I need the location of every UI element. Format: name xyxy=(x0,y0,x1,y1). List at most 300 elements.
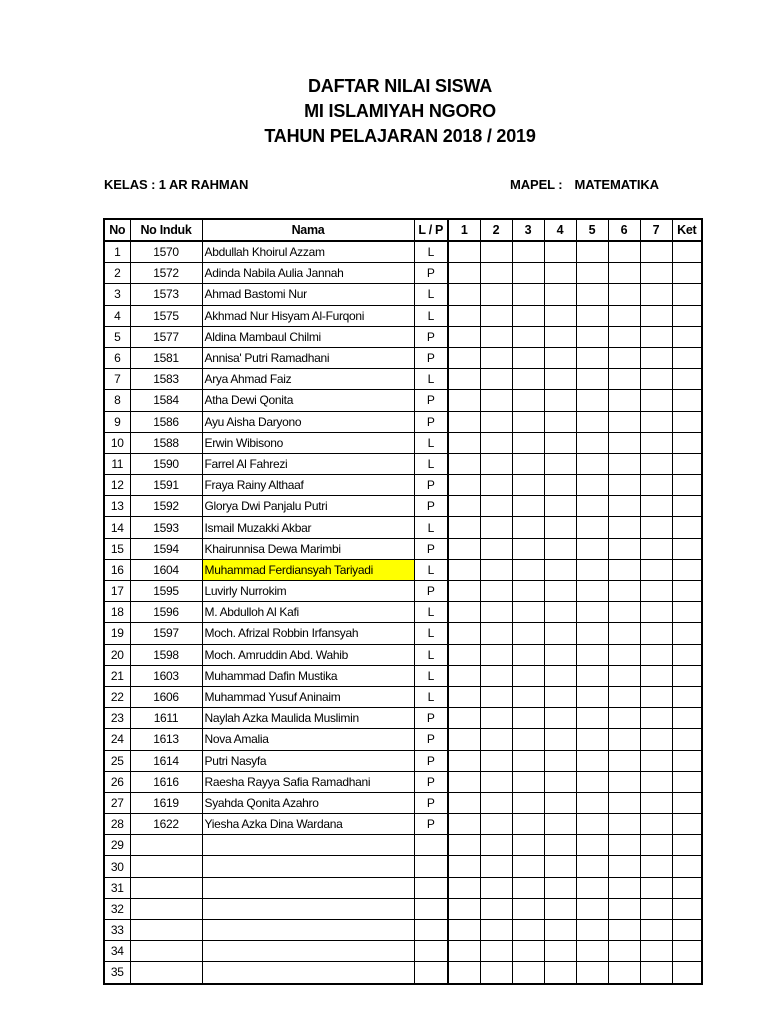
student-name: Raesha Rayya Safia Ramadhani xyxy=(202,771,414,792)
score-cell-5 xyxy=(576,538,608,559)
ket-cell xyxy=(672,475,702,496)
student-name: Syahda Qonita Azahro xyxy=(202,792,414,813)
score-cell-3 xyxy=(512,263,544,284)
score-cell-7 xyxy=(640,729,672,750)
table-row xyxy=(104,920,702,941)
student-name: Putri Nasyfa xyxy=(202,750,414,771)
score-cell-1 xyxy=(448,263,480,284)
gender: P xyxy=(414,538,448,559)
column-header-score-3: 3 xyxy=(512,219,544,241)
score-cell-7 xyxy=(640,877,672,898)
score-cell-7 xyxy=(640,623,672,644)
score-cell-3 xyxy=(512,326,544,347)
student-name: Adinda Nabila Aulia Jannah xyxy=(202,263,414,284)
score-cell-7 xyxy=(640,411,672,432)
row-number: 35 xyxy=(104,962,130,984)
row-number: 22 xyxy=(104,686,130,707)
score-cell-6 xyxy=(608,856,640,877)
score-cell-3 xyxy=(512,708,544,729)
score-cell-7 xyxy=(640,962,672,984)
score-cell-4 xyxy=(544,962,576,984)
score-cell-4 xyxy=(544,686,576,707)
column-header-score-7: 7 xyxy=(640,219,672,241)
table-row xyxy=(104,305,702,326)
score-cell-3 xyxy=(512,686,544,707)
document-title xyxy=(0,74,768,149)
score-cell-4 xyxy=(544,898,576,919)
table-row xyxy=(104,326,702,347)
gender: L xyxy=(414,602,448,623)
student-id: 1591 xyxy=(130,475,202,496)
score-cell-6 xyxy=(608,920,640,941)
score-cell-5 xyxy=(576,475,608,496)
score-cell-3 xyxy=(512,962,544,984)
ket-cell xyxy=(672,432,702,453)
ket-cell xyxy=(672,835,702,856)
student-id: 1586 xyxy=(130,411,202,432)
score-cell-5 xyxy=(576,284,608,305)
title-line-2: MI ISLAMIYAH NGORO xyxy=(304,101,496,121)
student-id: 1590 xyxy=(130,453,202,474)
score-cell-5 xyxy=(576,750,608,771)
student-name: Arya Ahmad Faiz xyxy=(202,369,414,390)
ket-cell xyxy=(672,856,702,877)
score-cell-4 xyxy=(544,453,576,474)
score-cell-6 xyxy=(608,517,640,538)
student-name: Akhmad Nur Hisyam Al-Furqoni xyxy=(202,305,414,326)
score-cell-6 xyxy=(608,898,640,919)
table-row xyxy=(104,432,702,453)
score-cell-6 xyxy=(608,411,640,432)
score-cell-5 xyxy=(576,347,608,368)
score-cell-6 xyxy=(608,475,640,496)
score-cell-6 xyxy=(608,602,640,623)
score-cell-6 xyxy=(608,284,640,305)
score-cell-6 xyxy=(608,453,640,474)
ket-cell xyxy=(672,390,702,411)
student-id: 1575 xyxy=(130,305,202,326)
score-cell-5 xyxy=(576,241,608,263)
score-cell-2 xyxy=(480,517,512,538)
score-cell-7 xyxy=(640,263,672,284)
score-cell-4 xyxy=(544,517,576,538)
score-cell-3 xyxy=(512,729,544,750)
score-cell-6 xyxy=(608,729,640,750)
score-cell-1 xyxy=(448,941,480,962)
score-cell-4 xyxy=(544,792,576,813)
ket-cell xyxy=(672,665,702,686)
score-cell-1 xyxy=(448,644,480,665)
table-row xyxy=(104,729,702,750)
score-cell-5 xyxy=(576,962,608,984)
ket-cell xyxy=(672,623,702,644)
score-cell-1 xyxy=(448,835,480,856)
score-cell-5 xyxy=(576,411,608,432)
ket-cell xyxy=(672,263,702,284)
score-cell-4 xyxy=(544,538,576,559)
score-cell-7 xyxy=(640,665,672,686)
score-cell-7 xyxy=(640,241,672,263)
ket-cell xyxy=(672,347,702,368)
score-cell-2 xyxy=(480,920,512,941)
ket-cell xyxy=(672,771,702,792)
student-name xyxy=(202,962,414,984)
score-cell-2 xyxy=(480,792,512,813)
score-cell-1 xyxy=(448,602,480,623)
score-cell-6 xyxy=(608,263,640,284)
ket-cell xyxy=(672,326,702,347)
student-id: 1613 xyxy=(130,729,202,750)
score-cell-5 xyxy=(576,814,608,835)
student-id: 1595 xyxy=(130,581,202,602)
column-header-score-1: 1 xyxy=(448,219,480,241)
score-cell-6 xyxy=(608,750,640,771)
title-line-1: DAFTAR NILAI SISWA xyxy=(307,76,493,96)
student-name: Ahmad Bastomi Nur xyxy=(202,284,414,305)
score-cell-4 xyxy=(544,475,576,496)
table-row xyxy=(104,411,702,432)
row-number: 14 xyxy=(104,517,130,538)
score-cell-3 xyxy=(512,856,544,877)
student-id: 1616 xyxy=(130,771,202,792)
row-number: 26 xyxy=(104,771,130,792)
row-number: 25 xyxy=(104,750,130,771)
ket-cell xyxy=(672,644,702,665)
score-cell-7 xyxy=(640,856,672,877)
score-cell-1 xyxy=(448,729,480,750)
student-name: Nova Amalia xyxy=(202,729,414,750)
student-name xyxy=(202,835,414,856)
score-cell-1 xyxy=(448,856,480,877)
score-cell-4 xyxy=(544,771,576,792)
score-cell-4 xyxy=(544,623,576,644)
score-cell-5 xyxy=(576,623,608,644)
student-id: 1603 xyxy=(130,665,202,686)
score-cell-5 xyxy=(576,326,608,347)
score-cell-1 xyxy=(448,877,480,898)
score-cell-1 xyxy=(448,898,480,919)
table-row xyxy=(104,538,702,559)
student-name xyxy=(202,877,414,898)
column-header-nama: Nama xyxy=(202,219,414,241)
row-number: 15 xyxy=(104,538,130,559)
score-cell-5 xyxy=(576,432,608,453)
score-cell-1 xyxy=(448,475,480,496)
score-cell-7 xyxy=(640,898,672,919)
student-id: 1584 xyxy=(130,390,202,411)
score-cell-7 xyxy=(640,750,672,771)
table-row xyxy=(104,771,702,792)
gender: P xyxy=(414,792,448,813)
score-cell-4 xyxy=(544,559,576,580)
student-id: 1598 xyxy=(130,644,202,665)
student-id: 1588 xyxy=(130,432,202,453)
student-name xyxy=(202,941,414,962)
score-cell-2 xyxy=(480,241,512,263)
table-row xyxy=(104,814,702,835)
score-cell-3 xyxy=(512,559,544,580)
score-cell-3 xyxy=(512,941,544,962)
score-cell-2 xyxy=(480,814,512,835)
score-cell-3 xyxy=(512,432,544,453)
gender xyxy=(414,898,448,919)
table-row xyxy=(104,898,702,919)
gender: L xyxy=(414,305,448,326)
student-id xyxy=(130,877,202,898)
score-cell-1 xyxy=(448,708,480,729)
score-cell-7 xyxy=(640,305,672,326)
score-cell-5 xyxy=(576,835,608,856)
score-cell-3 xyxy=(512,241,544,263)
student-id: 1594 xyxy=(130,538,202,559)
score-cell-5 xyxy=(576,496,608,517)
score-cell-3 xyxy=(512,475,544,496)
score-cell-3 xyxy=(512,305,544,326)
score-cell-2 xyxy=(480,581,512,602)
score-cell-1 xyxy=(448,665,480,686)
score-cell-1 xyxy=(448,559,480,580)
gender xyxy=(414,920,448,941)
ket-cell xyxy=(672,581,702,602)
student-id: 1597 xyxy=(130,623,202,644)
gender: L xyxy=(414,665,448,686)
row-number: 5 xyxy=(104,326,130,347)
column-header-no: No xyxy=(104,219,130,241)
score-cell-4 xyxy=(544,263,576,284)
score-cell-7 xyxy=(640,326,672,347)
score-cell-7 xyxy=(640,835,672,856)
row-number: 8 xyxy=(104,390,130,411)
student-name: Annisa' Putri Ramadhani xyxy=(202,347,414,368)
gender: L xyxy=(414,284,448,305)
score-cell-4 xyxy=(544,305,576,326)
student-id: 1583 xyxy=(130,369,202,390)
score-cell-2 xyxy=(480,729,512,750)
score-cell-6 xyxy=(608,369,640,390)
row-number: 13 xyxy=(104,496,130,517)
score-cell-1 xyxy=(448,750,480,771)
score-cell-1 xyxy=(448,453,480,474)
student-name: Fraya Rainy Althaaf xyxy=(202,475,414,496)
gender: P xyxy=(414,326,448,347)
score-cell-4 xyxy=(544,708,576,729)
student-id xyxy=(130,920,202,941)
student-name: Naylah Azka Maulida Muslimin xyxy=(202,708,414,729)
student-id: 1596 xyxy=(130,602,202,623)
table-row xyxy=(104,644,702,665)
student-id: 1619 xyxy=(130,792,202,813)
score-cell-2 xyxy=(480,835,512,856)
score-cell-3 xyxy=(512,517,544,538)
ket-cell xyxy=(672,920,702,941)
table-row xyxy=(104,941,702,962)
score-cell-1 xyxy=(448,920,480,941)
score-cell-3 xyxy=(512,814,544,835)
gender: P xyxy=(414,581,448,602)
gender: P xyxy=(414,390,448,411)
score-cell-5 xyxy=(576,920,608,941)
table-row xyxy=(104,623,702,644)
score-cell-1 xyxy=(448,686,480,707)
class-label: KELAS : 1 AR RAHMAN xyxy=(104,177,249,192)
table-row xyxy=(104,581,702,602)
score-cell-4 xyxy=(544,326,576,347)
score-cell-4 xyxy=(544,644,576,665)
score-cell-6 xyxy=(608,432,640,453)
gender: L xyxy=(414,453,448,474)
score-cell-4 xyxy=(544,432,576,453)
row-number: 23 xyxy=(104,708,130,729)
gender: P xyxy=(414,263,448,284)
table-row xyxy=(104,559,702,580)
score-cell-3 xyxy=(512,347,544,368)
row-number: 12 xyxy=(104,475,130,496)
table-body xyxy=(104,241,702,984)
student-id: 1611 xyxy=(130,708,202,729)
score-cell-1 xyxy=(448,347,480,368)
score-cell-2 xyxy=(480,284,512,305)
ket-cell xyxy=(672,750,702,771)
score-cell-3 xyxy=(512,369,544,390)
score-cell-7 xyxy=(640,432,672,453)
row-number: 33 xyxy=(104,920,130,941)
row-number: 19 xyxy=(104,623,130,644)
score-cell-5 xyxy=(576,856,608,877)
ket-cell xyxy=(672,241,702,263)
score-cell-7 xyxy=(640,559,672,580)
title-line-3: TAHUN PELAJARAN 2018 / 2019 xyxy=(264,126,536,146)
score-cell-2 xyxy=(480,390,512,411)
score-cell-2 xyxy=(480,602,512,623)
subject-value: MATEMATIKA xyxy=(574,177,659,192)
score-cell-1 xyxy=(448,792,480,813)
table-row xyxy=(104,962,702,984)
row-number: 9 xyxy=(104,411,130,432)
row-number: 24 xyxy=(104,729,130,750)
score-cell-3 xyxy=(512,496,544,517)
row-number: 18 xyxy=(104,602,130,623)
score-cell-3 xyxy=(512,453,544,474)
score-cell-4 xyxy=(544,411,576,432)
score-cell-1 xyxy=(448,411,480,432)
score-cell-3 xyxy=(512,750,544,771)
score-cell-7 xyxy=(640,771,672,792)
score-cell-7 xyxy=(640,581,672,602)
gender xyxy=(414,962,448,984)
score-cell-5 xyxy=(576,898,608,919)
score-cell-4 xyxy=(544,835,576,856)
ket-cell xyxy=(672,453,702,474)
student-id: 1570 xyxy=(130,241,202,263)
student-name xyxy=(202,898,414,919)
score-cell-4 xyxy=(544,369,576,390)
row-number: 7 xyxy=(104,369,130,390)
table-row xyxy=(104,453,702,474)
score-cell-1 xyxy=(448,581,480,602)
student-name: Glorya Dwi Panjalu Putri xyxy=(202,496,414,517)
student-name: Abdullah Khoirul Azzam xyxy=(202,241,414,263)
gender: P xyxy=(414,347,448,368)
student-id: 1572 xyxy=(130,263,202,284)
score-cell-7 xyxy=(640,644,672,665)
student-id: 1604 xyxy=(130,559,202,580)
score-cell-4 xyxy=(544,347,576,368)
gender: P xyxy=(414,496,448,517)
score-cell-2 xyxy=(480,432,512,453)
score-cell-1 xyxy=(448,369,480,390)
student-id xyxy=(130,898,202,919)
score-cell-3 xyxy=(512,581,544,602)
score-cell-1 xyxy=(448,390,480,411)
score-cell-3 xyxy=(512,792,544,813)
score-cell-4 xyxy=(544,496,576,517)
score-cell-7 xyxy=(640,517,672,538)
row-number: 1 xyxy=(104,241,130,263)
column-header-no-induk: No Induk xyxy=(130,219,202,241)
score-cell-4 xyxy=(544,665,576,686)
score-cell-6 xyxy=(608,581,640,602)
gender: L xyxy=(414,623,448,644)
ket-cell xyxy=(672,284,702,305)
gender xyxy=(414,856,448,877)
row-number: 3 xyxy=(104,284,130,305)
student-name: Farrel Al Fahrezi xyxy=(202,453,414,474)
gender: P xyxy=(414,475,448,496)
score-cell-6 xyxy=(608,814,640,835)
ket-cell xyxy=(672,559,702,580)
ket-cell xyxy=(672,962,702,984)
student-id xyxy=(130,835,202,856)
student-name: Aldina Mambaul Chilmi xyxy=(202,326,414,347)
student-id: 1606 xyxy=(130,686,202,707)
score-cell-2 xyxy=(480,941,512,962)
score-cell-1 xyxy=(448,305,480,326)
gender: P xyxy=(414,771,448,792)
score-cell-6 xyxy=(608,708,640,729)
student-id: 1581 xyxy=(130,347,202,368)
table-row xyxy=(104,856,702,877)
table-row xyxy=(104,241,702,263)
score-cell-5 xyxy=(576,665,608,686)
score-cell-5 xyxy=(576,602,608,623)
table-row xyxy=(104,517,702,538)
table-row xyxy=(104,369,702,390)
student-id: 1622 xyxy=(130,814,202,835)
column-header-score-5: 5 xyxy=(576,219,608,241)
ket-cell xyxy=(672,708,702,729)
score-cell-7 xyxy=(640,920,672,941)
row-number: 34 xyxy=(104,941,130,962)
student-name: Yiesha Azka Dina Wardana xyxy=(202,814,414,835)
table-row xyxy=(104,602,702,623)
score-cell-4 xyxy=(544,877,576,898)
column-header-score-4: 4 xyxy=(544,219,576,241)
score-cell-1 xyxy=(448,962,480,984)
table-row xyxy=(104,686,702,707)
column-header-ket: Ket xyxy=(672,219,702,241)
ket-cell xyxy=(672,729,702,750)
score-cell-6 xyxy=(608,835,640,856)
student-name: Erwin Wibisono xyxy=(202,432,414,453)
score-cell-6 xyxy=(608,877,640,898)
score-cell-4 xyxy=(544,856,576,877)
score-cell-6 xyxy=(608,305,640,326)
student-name: Luvirly Nurrokim xyxy=(202,581,414,602)
ket-cell xyxy=(672,538,702,559)
score-cell-4 xyxy=(544,390,576,411)
score-cell-7 xyxy=(640,792,672,813)
score-cell-5 xyxy=(576,792,608,813)
